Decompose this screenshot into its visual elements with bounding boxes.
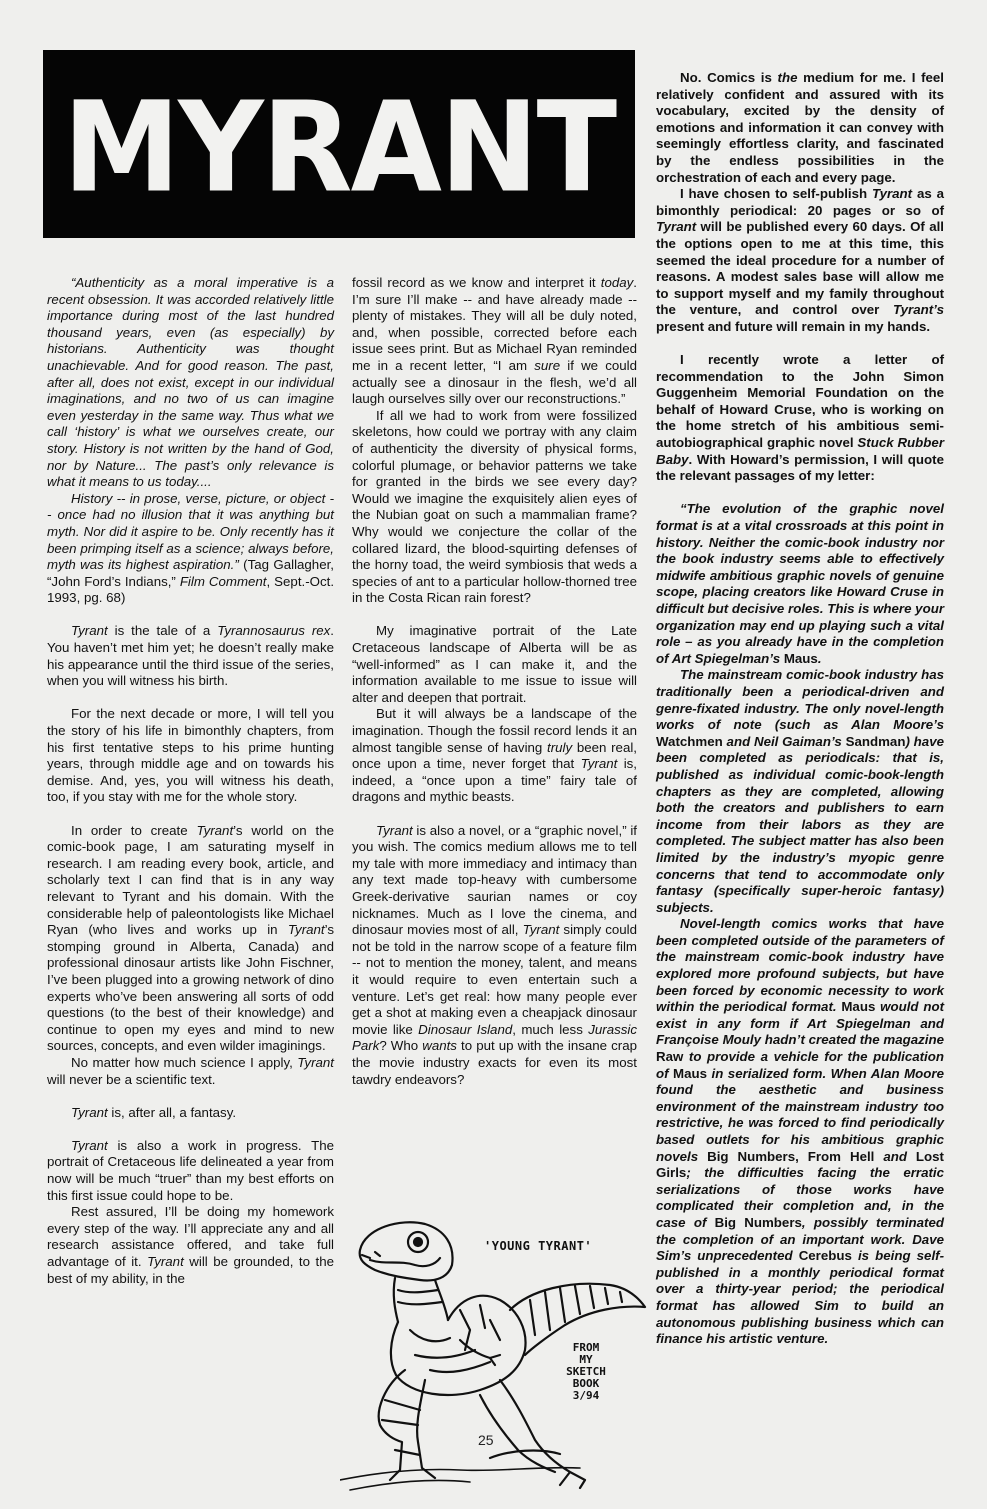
article-column-2 (352, 275, 637, 1088)
body-paragraph: No. Comics is the medium for me. I feel relatively confident and assured with its vocabulary, excited by the density of emotions and information it can convey with seemingly effortless clarity, and fascinated by the endless possibilities in the orchestration of each and every page. (656, 70, 945, 185)
sketch-caption: 'YOUNG TYRANT' (484, 1239, 593, 1253)
article-column-3 (656, 70, 944, 1348)
page-number: 25 (478, 1432, 494, 1448)
epigraph-paragraph-2: History -- in prose, verse, picture, or object -- once had no illusion that it was anything but myth. Nor did it aspire to be. Only recently has it been primping itself as a science; always before, myth was its highest aspiration.” (Tag Gallagher, “John Ford’s Indians,” Film Comment, Sept.-Oct. 1993, pg. 68) (47, 490, 335, 606)
masthead-title: MYRANT (62, 73, 616, 221)
body-paragraph: Tyrant is the tale of a Tyrannosaurus rex. You haven’t met him yet; he doesn’t really make his appearance until the third issue of the series, when you will witness his birth. (47, 623, 334, 689)
body-paragraph: I have chosen to self-publish Tyrant as a bimonthly periodical: 20 pages or so of Tyrant will be published every 60 days. Of all the options open to me at this time, this seemed the ideal procedure for a number of reasons. A modest sales base will allow me to support myself and my family throughout the venture, and control over Tyrant’s present and future will remain in my hands. (656, 186, 944, 334)
epigraph-paragraph-1: “Authenticity as a moral imperative is a recent obsession. It was accorded relatively little importance during most of the last hundred thousand years, even (as especially) by historians. Authenticity was thought unachievable. And for good reason. The past, after all, does not exist, except in our individual imaginations, and no two of us can imagine even yesterday in the same way. Thus what we call ‘history’ is what we ourselves create, our story. History is not written by the hand of God, nor by Nature... The past’s only relevance is what it means to us today.... (47, 275, 334, 490)
sketch-note: FROM MY SKETCH BOOK 3/94 (566, 1341, 606, 1402)
body-paragraph: fossil record as we know and interpret it today. I’m sure I’ll make -- and have already made -- plenty of mistakes. They will all be duly noted, and, when possible, corrected before each issue sees print. But as Michael Ryan reminded me in a recent letter, “I am sure if we could actually see a dinosaur in the flesh, we’d all laugh ourselves silly over our reconstructions.” (352, 275, 637, 407)
quoted-letter-paragraph: “The evolution of the graphic novel format is at a vital crossroads at this point in history. Neither the comic-book industry nor the book industry seems able to effectively midwife ambitious graphic novels of genuine scope, placing creators like Howard Cruse in difficult but decisive roles. This is where your organization may end up playing such a vital role – as you already have in the completion of Art Spiegelman’s Maus. (656, 501, 944, 666)
body-paragraph: For the next decade or more, I will tell you the story of his life in bimonthly chapters, from his first tentative steps to his prime hunting years, through middle age and on towards his demise. And, yes, you will witness his death, too, if you stay with me for the whole story. (47, 706, 334, 805)
body-paragraph: I recently wrote a letter of recommendation to the John Simon Guggenheim Memorial Foundation on the behalf of Howard Cruse, who is working on the home stretch of his ambitious semi-autobiographical graphic novel Stuck Rubber Baby. With Howard’s permission, I will quote the relevant passages of my letter: (656, 352, 944, 484)
body-paragraph: Tyrant is, after all, a fantasy. (71, 1104, 237, 1120)
body-paragraph: In order to create Tyrant’s world on the comic-book page, I am saturating myself in research. I am reading every book, article, and scholarly text I can find that is in any way relevant to Tyrant and his domain. With the considerable help of paleontologists like Michael Ryan (who lives and works up in Tyrant’s stomping ground in Alberta, Canada) and professional dinosaur artists like John Fischner, I’ve been plugged into a growing network of dino experts who’ve been answering all sorts of odd questions (to the best of their knowledge) and continue to open my eyes and mind to new sources, concepts, and even wilder imaginings. (47, 822, 334, 1054)
body-paragraph: Rest assured, I’ll be doing my homework every step of the way. I’ll appreciate any and all research assistance offered, and take full advantage of it. Tyrant will be grounded, to the best of my ability, in the (47, 1204, 334, 1286)
masthead-banner (43, 50, 635, 238)
body-paragraph: If all we had to work from were fossilized skeletons, how could we portray with any claim of authenticity the diversity of physical forms, colorful plumage, or behavior patterns we take for granted in the birds we see every day? Would we imagine the exquisitely alien eyes of the Nubian goat on such a mammalian frame? Why would we conjecture the collar of the collared lizard, the blood-squirting defenses of the horny toad, the weird symbiosis that weds a species of ant to a particular hollow-thorned tree in the Costa Rican rain forest? (352, 407, 637, 606)
body-paragraph: But it will always be a landscape of the imagination. Though the fossil record lends it an almost tangible sense of having truly been real, once upon a time, never forget that Tyrant is, indeed, a “once upon a time” fairy tale of dragons and mythic beasts. (352, 706, 637, 805)
body-paragraph: Tyrant is also a work in progress. The portrait of Cretaceous life delineated a year from now will be much “truer” than my best efforts on this first issue could hope to be. (47, 1137, 334, 1203)
body-paragraph: No matter how much science I apply, Tyrant will never be a scientific text. (47, 1054, 334, 1087)
article-column-1 (47, 275, 334, 1287)
quoted-letter-paragraph: Novel-length comics works that have been completed outside of the parameters of the mainstream comic-book industry have explored more profound subjects, but have been forced by economic necessity to work within the periodical format. Maus would not exist in any form if Art Spiegelman and Françoise Mouly hadn’t created the magazine Raw to provide a vehicle for the publication of Maus in serialized form. When Alan Moore found the aesthetic and business environment of the mainstream industry too restrictive, he was forced to find periodically based outlets for his ambitious graphic novels Big Numbers, From Hell and Lost Girls; the difficulties facing the erratic serializations of those works have complicated their completion and, in the case of Big Numbers, possibly terminated the completion of an important work. Dave Sim’s unprecedented Cerebus is being self-published in a monthly periodical format over a thirty-year period; the periodical format has allowed Sim to build an autonomous publishing business which can finance his artistic venture. (656, 916, 944, 1347)
body-paragraph: My imaginative portrait of the Late Cretaceous landscape of Alberta will be as “well-informed” as I can make it, and the information available to me issue to issue will alter and deepen that portrait. (352, 623, 637, 705)
body-paragraph: Tyrant is also a novel, or a “graphic novel,” if you wish. The comics medium allows me to tell my tale with more immediacy and intimacy than any text made top-heavy with cumbersome Greek-derivative saurian names or coy nicknames. Much as I love the cinema, and dinosaur movies most of all, Tyrant simply could not be told in the narrow scope of a feature film -- not to mention the money, talent, and means it would require to even entertain such a venture. Let’s get real: how many people ever get a shot at making even a cheapjack dinosaur movie like Dinosaur Island, much less Jurassic Park? Who wants to put up with the insane crap the movie industry exacts for even its most tawdry endeavors? (352, 822, 638, 1087)
quoted-letter-paragraph: The mainstream comic-book industry has traditionally been a periodical-driven and genre-fixated industry. The only novel-length works of note (such as Alan Moore’s Watchmen and Neil Gaiman’s Sandman) have been completed as periodicals: that is, published as individual comic-book-length chapters as they are completed, allowing both the creators and publishers to earn income from their labors as they are completed. The subject matter has also been limited by the industry’s myopic genre concerns that tend to accommodate only fantasy (specifically super-heroic fantasy) subjects. (656, 667, 944, 915)
